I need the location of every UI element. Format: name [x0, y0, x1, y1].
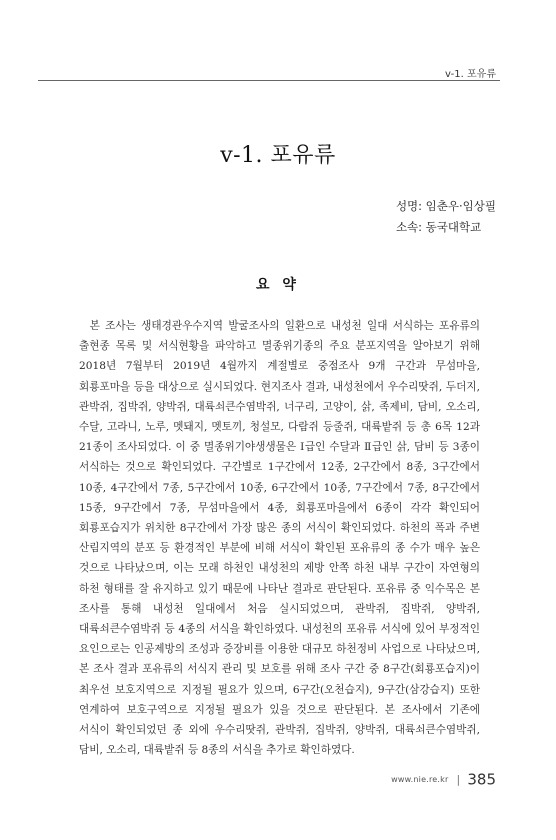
- running-head: v-1. 포유류: [445, 69, 496, 80]
- abstract-heading: 요 약: [256, 277, 300, 293]
- header-rule: [38, 80, 500, 81]
- footer-site: www.nie.re.kr: [391, 775, 449, 784]
- author-block: [396, 196, 496, 238]
- page-footer: [391, 769, 496, 789]
- abstract-body: 본 조사는 생태경관우수지역 발굴조사의 일환으로 내성천 일대 서식하는 포유류의 출현종 목록 및 서식현황을 파악하고 멸종위기종의 주요 분포지역을 알아보기 위해 2018년 7월부터 2019년 4월까지 계절별로 중점조사 9개 구간과 무섬마을, 회룡포마을 등을 대상으로 실시되었다. 현지조사 결과, 내성천에서 우수리땃쥐, 두더지, 관박쥐, 집박쥐, 양박쥐, 대륙쇠큰수염박쥐, 너구리, 고양이, 삵, 족제비, 담비, 오소리, 수달, 고라니, 노루, 멧돼지, 멧토끼, 청설모, 다람쥐 등줄쥐, 대륙밭쥐 등 총 6목 12과 21종이 조사되었다. 이 중 멸종위기야생생물은 Ⅰ급인 수달과 Ⅱ급인 삵, 담비 등 3종이 서식하는 것으로 확인되었다. 구간별로 1구간에서 12종, 2구간에서 8종, 3구간에서 10종, 4구간에서 7종, 5구간에서 10종, 6구간에서 10종, 7구간에서 7종, 8구간에서 15종, 9구간에서 7종, 무섬마을에서 4종, 회룡포마을에서 6종이 각각 확인되어 회룡포습지가 위치한 8구간에서 가장 많은 종의 서식이 확인되었다. 하천의 폭과 주변 산림지역의 분포 등 환경적인 부분에 비해 서식이 확인된 포유류의 종 수가 매우 높은 것으로 나타났으며, 이는 모래 하천인 내성천의 제방 안쪽 하천 내부 구간이 자연형의 하천 형태를 잘 유지하고 있기 때문에 나타난 결과로 판단된다. 포유류 중 익수목은 본 조사를 통해 내성천 일대에서 처음 실시되었으며, 관박쥐, 집박쥐, 양박쥐, 대륙쇠큰수염박쥐 등 4종의 서식을 확인하였다. 내성천의 포유류 서식에 있어 부정적인 요인으로는 인공제방의 조성과 증장비를 이용한 대규모 하천정비 사업으로 나타났으며, 본 조사 결과 포유류의 서식지 관리 및 보호를 위해 조사 구간 중 8구간(회룡포습지)이 최우선 보호지역으로 지정될 필요가 있으며, 6구간(오천습지), 9구간(삼강습지) 또한 연계하여 보호구역으로 지정될 필요가 있을 것으로 판단된다. 본 조사에서 기존에 서식이 확인되었던 종 외에 우수리땃쥐, 관박쥐, 집박쥐, 양박쥐, 대륙쇠큰수염박쥐, 담비, 오소리, 대륙밭쥐 등 8종의 서식을 추가로 확인하였다.: [79, 320, 480, 757]
- chapter-title: v-1. 포유류: [220, 143, 336, 168]
- footer-separator: |: [456, 773, 461, 786]
- author-affiliation: 소속: 동국대학교: [395, 220, 482, 234]
- page-number: 385: [467, 770, 496, 789]
- author-names: 성명: 임춘우·임상필: [395, 199, 496, 213]
